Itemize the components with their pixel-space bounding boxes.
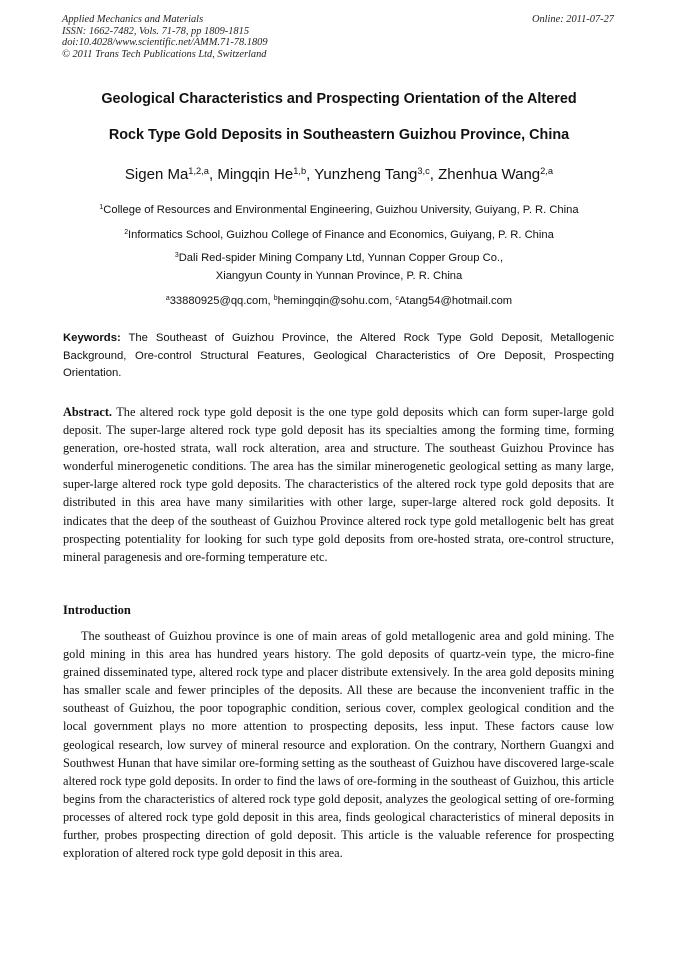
online-date: Online: 2011-07-27 (531, 14, 614, 25)
author-name: Zhenhua Wang (438, 166, 541, 183)
paper-title-line-1: Geological Characteristics and Prospecting Orientation of the Altered (101, 91, 577, 107)
introduction-heading: Introduction (63, 603, 131, 617)
email-mark: c (395, 295, 399, 303)
author-separator: , (429, 166, 439, 183)
journal-header (62, 14, 268, 60)
keywords-paragraph (63, 330, 614, 383)
author-separator: , (306, 166, 315, 183)
affiliation-1 (40, 204, 638, 216)
author-affiliation-mark: 2,a (540, 165, 554, 176)
paper-title-line-2: Rock Type Gold Deposits in Southeastern Guizhou Province, China (108, 127, 570, 143)
author-affiliation-mark: 3,c (417, 165, 430, 176)
email-mark: a (165, 295, 170, 303)
affiliation-text: Dali Red-spider Mining Company Ltd, Yunnan Copper Group Co., (178, 252, 504, 264)
keywords-label: Keywords: (63, 332, 121, 344)
introduction-paragraph: The southeast of Guizhou province is one of main areas of gold metallogenic area and gold mining. The gold mining in this area has hundred years history. The gold deposits of quartz-vein type, the micro-fine grained disseminated type, altered rock type and placer distribute extensively. In the area gold deposits mining has smaller scale and fewer principles of the deposits. All these are because the inconvenient traffic in the southeast of Guizhou, the poor topographic condition, serious cover, complex geological condition and the local government plays no more attention to prospecting deposits, less input. These factors cause low geological research, low survey of mineral resource and exploration. On the contrary, Northern Guangxi and Southwest Hunan that have similar ore-forming setting as the southeast of Guizhou have discovered large-scale altered rock type gold deposits. In order to find the laws of ore-forming in the southeast of Guizhou, this article begins from the characteristics of altered rock type gold deposit, analyzes the geological setting of ore-forming processes of altered rock type gold deposit in this area, finds geological characteristics of mineral deposits in further, probes prospecting direction of gold deposit. This article is the valuable reference for prospecting exploration of altered rock type gold deposit in this area. (63, 629, 614, 861)
author-name: Sigen Ma (124, 166, 189, 183)
email-mark: b (273, 295, 278, 303)
abstract-label: Abstract. (63, 405, 113, 419)
author-separator: , (208, 166, 218, 183)
email-line (40, 295, 638, 307)
affiliation-mark: 1 (99, 204, 104, 212)
affiliation-mark: 3 (174, 252, 179, 260)
author-list (40, 166, 638, 183)
affiliation-2 (40, 229, 638, 241)
keywords-text: The Southeast of Guizhou Province, the Altered Rock Type Gold Deposit, Metallogenic Background, Ore-control Structural Features, Geological Characteristics of Ore Deposit, Prospecting Orientation. (63, 332, 614, 380)
author-affiliation-mark: 1,b (293, 165, 307, 176)
affiliation-3 (40, 252, 638, 264)
email-address[interactable]: hemingqin@sohu.com, (277, 295, 396, 307)
author-affiliation-mark: 1,2,a (188, 165, 209, 176)
issn-line: ISSN: 1662-7482, Vols. 71-78, pp 1809-1815 (62, 25, 250, 37)
doi-line: doi:10.4028/www.scientific.net/AMM.71-78.1809 (62, 37, 268, 49)
author-name: Mingqin He (217, 166, 294, 183)
abstract-text: The altered rock type gold deposit is the one type gold deposits which can form super-large gold deposit. The super-large altered rock type gold deposit has its specialties among the forming time, forming generation, ore-hosted strata, wall rock alteration, area and structure. The southeast Guizhou Province has wonderful minerogenetic conditions. The area has the similar minerogenetic geological setting as many large, super-large altered rock type gold deposits. The characteristics of the altered rock type gold deposits that are distributed in this area have many similarities with other large, super-large altered rock gold deposits. It indicates that the deep of the southeast of Guizhou Province altered rock type gold metallogenic belt has great prospecting potentiality for looking for such type gold deposits from ore-hosted strata, ore-control structure, mineral paragenesis and ore-forming temperature etc. (63, 405, 614, 564)
affiliation-text: Informatics School, Guizhou College of Finance and Economics, Guiyang, P. R. China (128, 229, 554, 241)
journal-name: Applied Mechanics and Materials (62, 14, 204, 25)
author-name: Yunzheng Tang (314, 166, 418, 183)
copyright-line: © 2011 Trans Tech Publications Ltd, Switzerland (62, 48, 267, 60)
abstract-paragraph (63, 403, 614, 566)
affiliation-mark: 2 (124, 229, 129, 237)
email-address[interactable]: Atang54@hotmail.com (398, 295, 513, 307)
affiliation-text: College of Resources and Environmental Engineering, Guizhou University, Guiyang, P. R. China (103, 204, 579, 216)
affiliation-3-continued: Xiangyun County in Yunnan Province, P. R. China (215, 270, 463, 282)
email-address[interactable]: 33880925@qq.com, (169, 295, 274, 307)
